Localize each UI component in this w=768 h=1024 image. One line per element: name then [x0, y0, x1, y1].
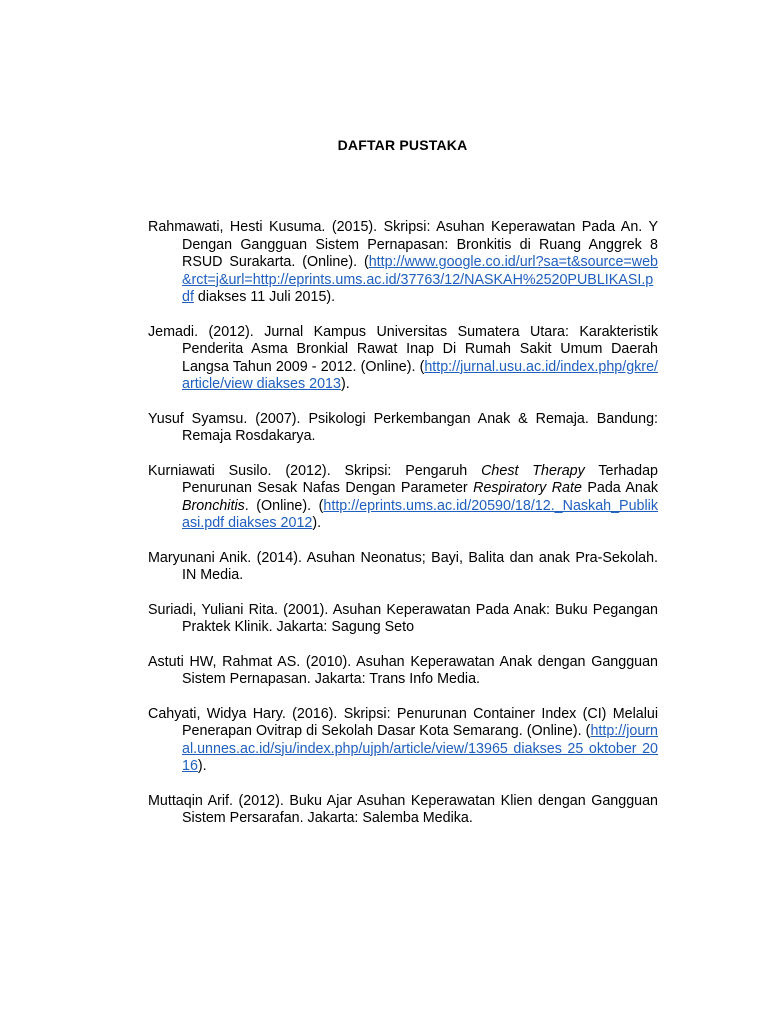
reference-text: Cahyati, Widya Hary. (2016). Skripsi: Penurunan Container Index (CI) Melalui Penerapan Ovitrap di Sekolah Dasar Kota Semarang. (Online). (: [148, 705, 658, 739]
reference-text: Yusuf Syamsu. (2007). Psikologi Perkembangan Anak & Remaja. Bandung: Remaja Rosdakarya.: [148, 410, 658, 444]
reference-link[interactable]: http://eprints.ums.ac.id/20590/18/12._Naskah_Publikasi.pdf diakses 2012: [182, 497, 658, 531]
reference-item: [148, 654, 658, 689]
reference-text: Rahmawati, Hesti Kusuma. (2015). Skripsi: Asuhan Keperawatan Pada An. Y Dengan Gangguan Sistem Pernapasan: Bronkitis di Ruang Anggrek 8 RSUD Surakarta. (Online). (: [148, 219, 658, 270]
reference-italic-text: Bronchitis: [182, 497, 245, 514]
reference-text: Muttaqin Arif. (2012). Buku Ajar Asuhan Keperawatan Klien dengan Gangguan Sistem Persarafan. Jakarta: Salemba Medika.: [148, 792, 658, 826]
reference-text: ).: [312, 515, 322, 531]
reference-italic-text: Chest Therapy: [481, 462, 585, 479]
reference-link[interactable]: http://www.google.co.id/url?sa=t&source=web&rct=j&url=http://eprints.ums.ac.id/37763/12/NASKAH%2520PUBLIKASI.pdf: [182, 254, 658, 305]
reference-item: [148, 411, 658, 446]
reference-text: Pada Anak: [581, 480, 658, 496]
reference-item: [148, 550, 658, 585]
reference-text: Suriadi, Yuliani Rita. (2001). Asuhan Keperawatan Pada Anak: Buku Pegangan Praktek Klinik. Jakarta: Sagung Seto: [148, 601, 658, 635]
reference-item: [148, 706, 658, 776]
reference-text: diakses 11 Juli 2015).: [193, 289, 336, 305]
page-title: DAFTAR PUSTAKA: [337, 137, 468, 153]
reference-text: ).: [340, 376, 350, 392]
reference-text: ).: [197, 758, 207, 774]
reference-text: Astuti HW, Rahmat AS. (2010). Asuhan Keperawatan Anak dengan Gangguan Sistem Pernapasan. Jakarta: Trans Info Media.: [148, 653, 658, 687]
reference-italic-text: Respiratory Rate: [473, 480, 582, 496]
reference-list: [148, 219, 658, 845]
reference-item: [148, 793, 658, 828]
reference-item: [148, 219, 658, 307]
reference-link[interactable]: http://jurnal.usu.ac.id/index.php/gkre/article/view diakses 2013: [182, 358, 658, 392]
reference-text: . (Online). (: [244, 497, 324, 514]
reference-item: [148, 324, 658, 394]
reference-link[interactable]: http://journal.unnes.ac.id/sju/index.php/ujph/article/view/13965 diakses 25 oktober 2016: [182, 723, 658, 774]
reference-text: Maryunani Anik. (2014). Asuhan Neonatus; Bayi, Balita dan anak Pra-Sekolah. IN Media.: [148, 549, 658, 583]
reference-text: Jemadi. (2012). Jurnal Kampus Universitas Sumatera Utara: Karakteristik Penderita Asma Bronkial Rawat Inap Di Rumah Sakit Umum Daerah Langsa Tahun 2009 - 2012. (Online). (: [148, 323, 658, 375]
reference-item: [148, 602, 658, 637]
reference-text: Terhadap Penurunan Sesak Nafas Dengan Parameter: [182, 462, 658, 496]
reference-item: [148, 463, 658, 533]
reference-text: Kurniawati Susilo. (2012). Skripsi: Pengaruh: [148, 462, 482, 479]
